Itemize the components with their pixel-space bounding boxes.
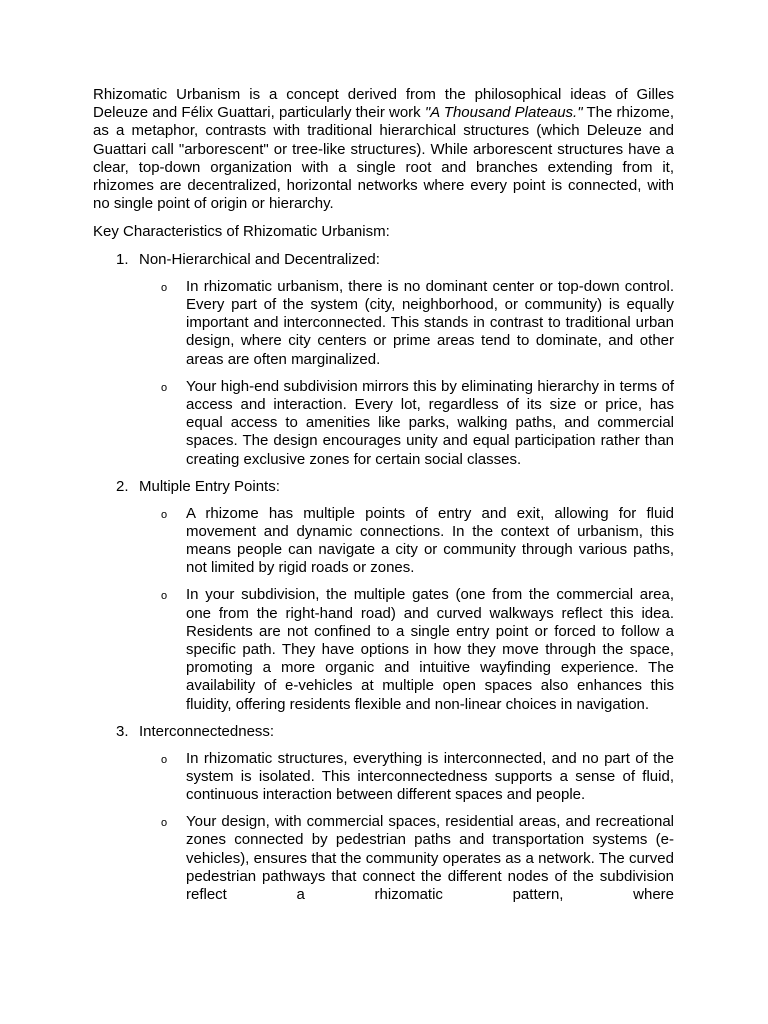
section-interconnectedness [0,723,768,904]
section-non-hierarchical [0,251,768,469]
bullet-text: Your high-end subdivision mirrors this by eliminating hierarchy in terms of access and interaction. Every lot, regardless of its size or price, has equal access to amenities like parks, walking paths, and commercial spaces. The design encourages unity and equal participation rather than creating exclusive zones for certain social classes. [186,377,674,468]
bullet-text: In rhizomatic structures, everything is interconnected, and no part of the system is isolated. This interconnectedness supports a sense of fluid, continuous interaction between different spaces and people. [186,749,674,804]
section-title: Multiple Entry Points: [139,477,280,495]
bullet-marker-icon: o [161,508,168,521]
section-title: Non-Hierarchical and Decentralized: [139,251,380,268]
bullet-item [0,750,768,805]
bullet-item [0,813,768,904]
intro-text-after: The rhizome, as a metaphor, contrasts with traditional hierarchical structures (which Deleuze and Guattari call "arborescent" or tree-like structures). While arborescent structures have a clear, top-down organization with a single root and branches extending from it, rhizomes are decentralized, horizontal networks where every point is connected, with no single point of origin or hierarchy. [93,104,674,213]
bullet-item [0,586,768,713]
section-number: 1. [116,251,129,268]
bullet-item [0,505,768,578]
section-number: 2. [116,477,129,495]
intro-text-before: Rhizomatic Urbanism is a concept derived from the philosophical ideas of Gilles Deleuze and Félix Guattari, particularly their work [93,86,674,122]
bullet-text: Your design, with commercial spaces, residential areas, and recreational zones connected by pedestrian paths and transportation systems (e-vehicles), ensures that the community operates as a network. The curved pedestrian pathways that connect the different nodes of the subdivision reflect a rhizomatic pattern, where [186,813,674,904]
section-title: Interconnectedness: [139,722,275,740]
bullet-marker-icon: o [161,753,168,766]
bullet-list [0,505,768,714]
bullet-marker-icon: o [161,817,168,830]
section-multiple-entry-points [0,478,768,714]
bullet-item [0,278,768,369]
section-header [0,478,768,496]
bullet-item [0,378,768,469]
bullet-list [0,750,768,905]
bullet-list [0,278,768,469]
section-number: 3. [116,722,129,740]
intro-work-title: "A Thousand Plateaus." [424,104,583,122]
bullet-text: In your subdivision, the multiple gates (one from the commercial area, one from the right-hand road) and curved walkways reflect this idea. Residents are not confined to a single entry point or forced to follow a specific path. They have options in how they move through the space, promoting a more organic and intuitive wayfinding experience. The availability of e-vehicles at multiple open spaces also enhances this fluidity, offering residents flexible and non-linear choices in navigation. [186,586,674,713]
intro-paragraph [93,86,674,213]
bullet-text: A rhizome has multiple points of entry and exit, allowing for fluid movement and dynamic connections. In the context of urbanism, this means people can navigate a city or community through various paths, not limited by rigid roads or zones. [186,504,674,577]
characteristics-heading: Key Characteristics of Rhizomatic Urbanism: [93,223,390,240]
section-header [0,251,768,269]
bullet-marker-icon: o [161,590,168,603]
bullet-marker-icon: o [161,381,168,394]
bullet-text: In rhizomatic urbanism, there is no dominant center or top-down control. Every part of the system (city, neighborhood, or community) is equally important and interconnected. This stands in contrast to traditional urban design, where city centers or prime areas tend to dominate, and other areas are often marginalized. [186,277,674,368]
bullet-marker-icon: o [161,281,168,294]
characteristics-list [0,251,768,913]
section-header [0,723,768,741]
